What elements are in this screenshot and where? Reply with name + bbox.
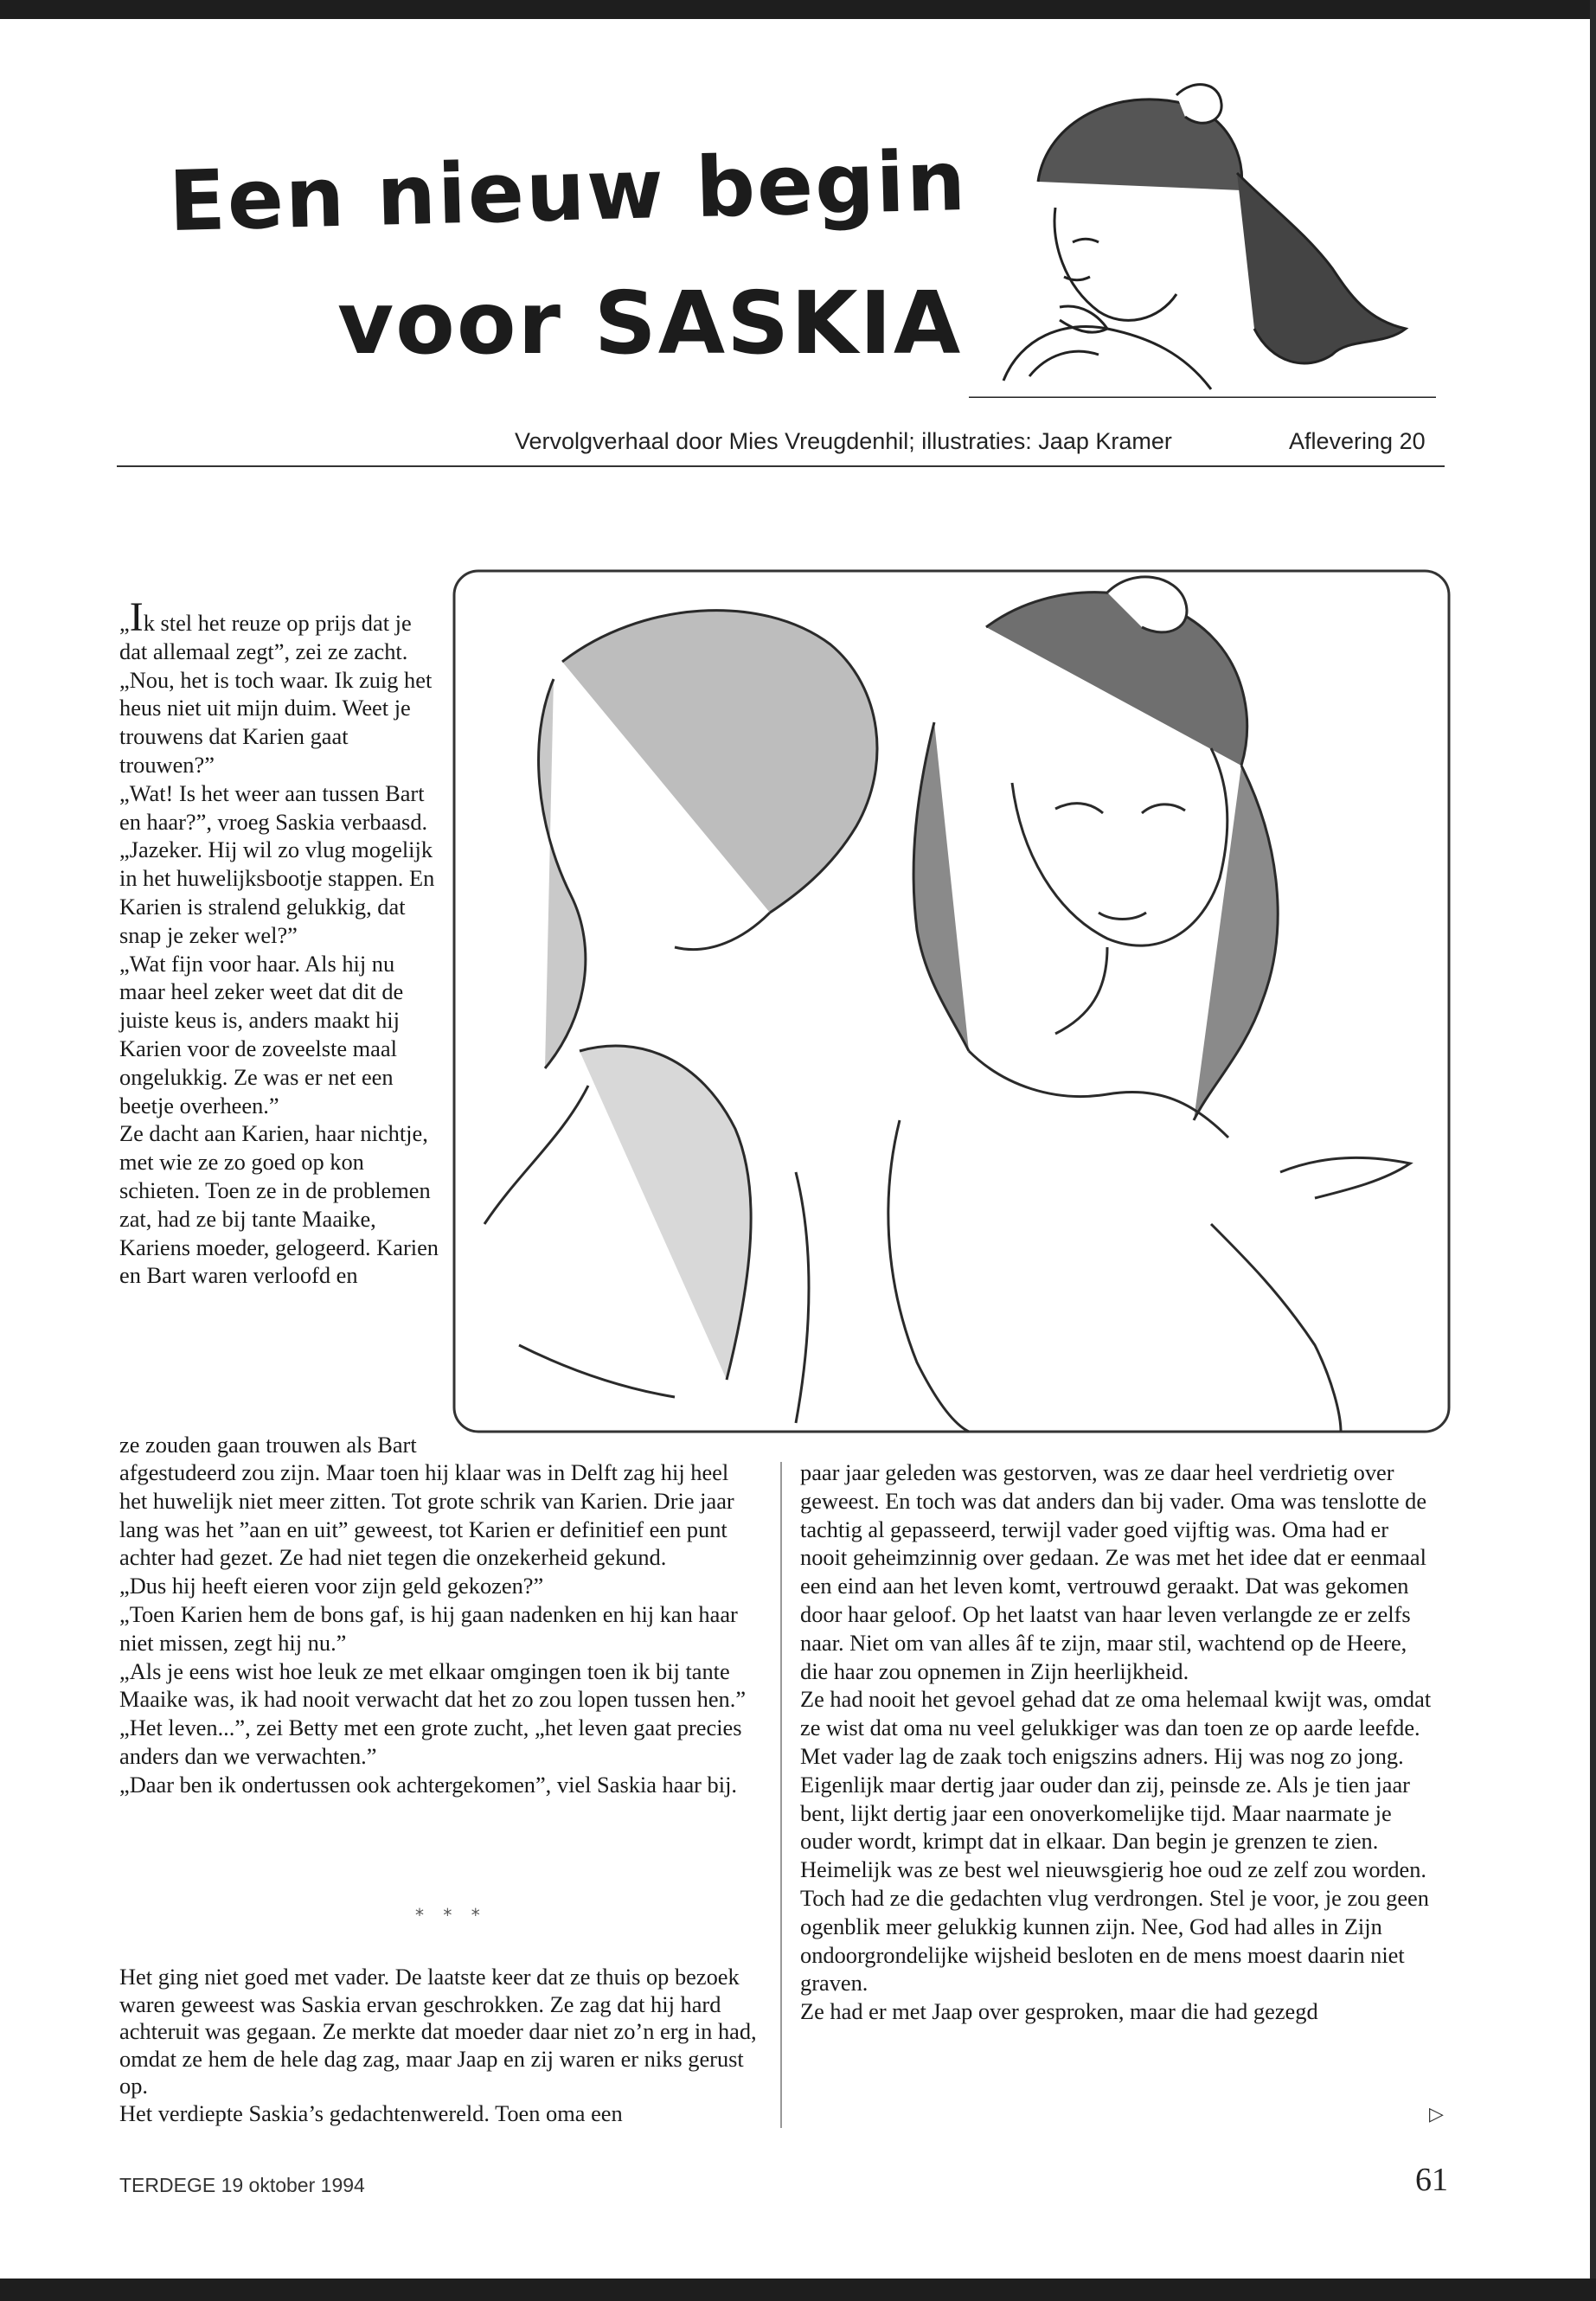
column-divider [780, 1462, 782, 2128]
story-column-left-lower [119, 1964, 760, 2128]
story-paragraph: afgestudeerd zou zijn. Maar toen hij klaar was in Delft zag hij heel het huwelijk niet meer zitten. Tot grote schrik van Karien. Drie jaar lang was het ”aan en uit” geweest, tot Karien er definitief een punt achter had gezet. Ze had niet tegen die onzekerheid gekund. [119, 1459, 734, 1571]
story-paragraph: „Dus hij heeft eieren voor zijn geld gekozen?” [119, 1573, 544, 1599]
title-line-1: Een nieuw begin [167, 131, 969, 251]
story-paragraph: Heimelijk was ze best wel nieuwsgierig hoe oud ze zelf zou worden. Toch had ze die gedachten vlug verdrongen. Stel je voor, je zou geen ogenblik meer gelukkig kunnen zijn. Nee, God had alles in Zijn ondoorgrondelijke wijsheid besloten en de mens moest daarin niet graven. [800, 1856, 1429, 1997]
story-paragraph: „Wat fijn voor haar. Als hij nu maar heel zeker weet dat dit de juiste keus is, anders maakt hij Karien voor de zoveelste maal ongelukkig. Ze was er net een beetje overheen.” [119, 950, 404, 1118]
main-illustration-two-girls [450, 567, 1453, 1436]
story-paragraph: „Het leven...”, zei Betty met een grote zucht, „het leven gaat precies anders dan we verwachten.” [119, 1715, 742, 1769]
triangle-right-icon: ▷ [1429, 2104, 1444, 2125]
header-illustration-girl [900, 69, 1453, 398]
top-border [0, 0, 1596, 19]
story-column-top [119, 594, 439, 1290]
story-paragraph: Ze had er met Jaap over gesproken, maar die had gezegd [800, 1998, 1318, 2025]
story-paragraph: „Ik stel het reuze op prijs dat je dat allemaal zegt”, zei ze zacht. [119, 594, 412, 664]
story-paragraph: „Toen Karien hem de bons gaf, is hij gaan nadenken en hij kan haar niet missen, zegt hij nu.” [119, 1600, 738, 1656]
story-paragraph: paar jaar geleden was gestorven, was ze daar heel verdrietig over geweest. En toch was dat anders dan bij vader. Oma was tenslotte de tachtig al gepasseerd, terwijl vader goed vijftig was. Oma had er nooit geheimzinnig over gedaan. Ze was met het idee dat er eenmaal een eind aan het leven komt, vertrouwd geraakt. Dat was gekomen door haar geloof. Op het laatst van haar leven verlangde ze er zelfs naar. Niet om van alles âf te zijn, maar stil, wachtend op de Heere, die haar zou opnemen in Zijn heerlijkheid. [800, 1459, 1427, 1684]
story-paragraph: „Jazeker. Hij wil zo vlug mogelijk in het huwelijksbootje stappen. En Karien is stralend gelukkig, dat snap je zeker wel?” [119, 836, 435, 948]
right-border [1590, 0, 1596, 2301]
story-paragraph: Ze had nooit het gevoel gehad dat ze oma helemaal kwijt was, omdat ze wist dat oma nu veel gelukkiger was dan toen ze op aarde leefde. [800, 1686, 1432, 1741]
story-paragraph: „Nou, het is toch waar. Ik zuig het heus niet uit mijn duim. Weet je trouwens dat Karien gaat trouwen?” [119, 666, 433, 778]
byline: Vervolgverhaal door Mies Vreugdenhil; illustraties: Jaap Kramer [515, 428, 1172, 454]
publication-footer: TERDEGE 19 oktober 1994 [119, 2174, 365, 2196]
bottom-border [0, 2279, 1596, 2301]
section-separator: * * * [415, 1905, 487, 1926]
title-line-2: voor SASKIA [337, 272, 963, 374]
story-bridge-line: ze zouden gaan trouwen als Bart [119, 1432, 417, 1458]
story-paragraph: Het ging niet goed met vader. De laatste keer dat ze thuis op bezoek waren geweest was Saskia ervan geschrokken. Ze zag dat hij hard achteruit was gegaan. Ze merkte dat moeder daar niet zo’n erg in had, omdat ze hem de hele dag zag, maar Jaap en zij waren er niks gerust op. [119, 1964, 757, 2099]
story-paragraph: „Wat! Is het weer aan tussen Bart en haar?”, vroeg Saskia verbaasd. [119, 779, 428, 835]
story-paragraph: Ze dacht aan Karien, haar nichtje, met wie ze zo goed op kon schieten. Toen ze in de problemen zat, had ze bij tante Maaike, Kariens moeder, gelogeerd. Karien en Bart waren verloofd en [119, 1120, 439, 1289]
story-column-left [119, 1458, 760, 1799]
story-paragraph: „Als je eens wist hoe leuk ze met elkaar omgingen toen ik bij tante Maaike was, ik had nooit verwacht dat het zo zou lopen tussen hen.” [119, 1657, 747, 1713]
story-paragraph: Met vader lag de zaak toch enigszins adners. Hij was nog zo jong. Eigenlijk maar dertig jaar ouder dan zij, peinsde ze. Als je tien jaar bent, lijkt dertig jaar een onoverkomelijke tijd. Maar naarmate je ouder wordt, krimpt dat in elkaar. Dan begin je grenzen te zien. [800, 1742, 1410, 1855]
story-paragraph: Het verdiepte Saskia’s gedachtenwereld. Toen oma een [119, 2099, 623, 2126]
story-column-right [800, 1458, 1440, 2026]
story-paragraph: „Daar ben ik ondertussen ook achtergekomen”, viel Saskia haar bij. [119, 1771, 738, 1798]
page-number: 61 [1415, 2162, 1448, 2198]
header-divider [117, 465, 1445, 467]
episode-number: Aflevering 20 [1289, 428, 1426, 454]
drop-cap: I [129, 594, 144, 640]
